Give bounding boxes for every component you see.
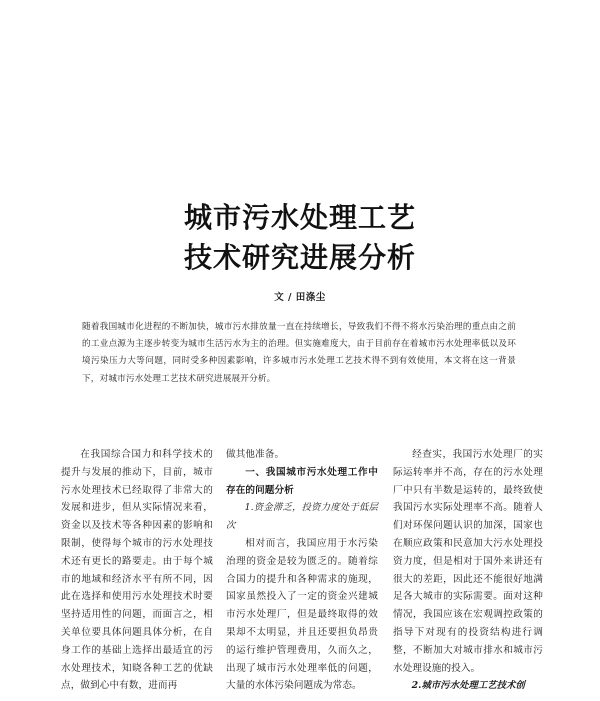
body-column-2: [226, 446, 378, 695]
body-paragraph: 经查实，我国污水处理厂的实际运转率并不高，存在的污水处理厂中只有半数是运转的，最终致使我国污水实际处理率不高。随着人们对环保问题认识的加深，国家也在顺应政策和民意加大污水处理投资力度，但是相对于国外来讲还有很大的差距，因此还不能很好地满足各大城市的实际需要。面对这种情况，我国应该在宏观调控政策的指导下对现有的投资结构进行调整，不断加大对城市排水和城市污水处理设施的投入。: [393, 449, 543, 674]
body-paragraph: 在我国综合国力和科学技术的提升与发展的推动下，目前，城市污水处理技术已经取得了非常大的发展和进步，但从实际情况来看，资金以及技术等各种因素的影响和限制，使得每个城市的污水处理技术还有更长的路要走。由于每个城市的地域和经济水平有所不同，因此在选择和使用污水处理技术时要坚持适用性的问题，而面言之，相关单位要具体问题具体分析，在自身工作的基础上选择出最适宜的污水处理技术，知晓各种工艺的优缺点，做到心中有数，进而再: [61, 449, 213, 692]
body-column-1: [61, 446, 213, 695]
body-column-3: [393, 446, 543, 695]
body-paragraph-continuation: 做其他准备。: [226, 449, 285, 460]
section-heading: 一、我国城市污水处理工作中存在的问题分析: [226, 466, 378, 496]
title-line-2: 技术研究进展分析: [183, 241, 416, 274]
body-paragraph: 相对而言，我国应用于水污染治理的资金是较为匮乏的。随着综合国力的提升和各种需求的施现，国家虽然投入了一定的资金兴建城市污水处理厂，但是最终取得的效果却不太明显，并且还要担负昂贵的运行维护管理费用，久而久之，出现了城市污水处理率低的问题，大量的水体污染问题成为常态。: [226, 537, 378, 692]
article-title: [0, 198, 600, 278]
author-byline: 文 / 田涤尘: [274, 292, 326, 303]
title-line-1: 城市污水处理工艺: [183, 201, 416, 234]
abstract-paragraph: 随着我国城市化进程的不断加快，城市污水排放量一直在持续增长，导致我们不得不将水污染治理的重点由之前的工业点源为主逐步转变为城市生活污水为主的治理。但实施难度大，由于目前存在着城市污水处理率低以及环境污染压力大等问题，同时受多种因素影响，许多城市污水处理工艺技术得不到有效使用，本文将在这一背景下，对城市污水处理工艺技术研究进展展开分析。: [82, 322, 516, 384]
subsection-heading: 2.城市污水处理工艺技术创: [411, 680, 525, 692]
subsection-heading: 1.资金滞乏，投资力度处于低层次: [226, 502, 378, 532]
